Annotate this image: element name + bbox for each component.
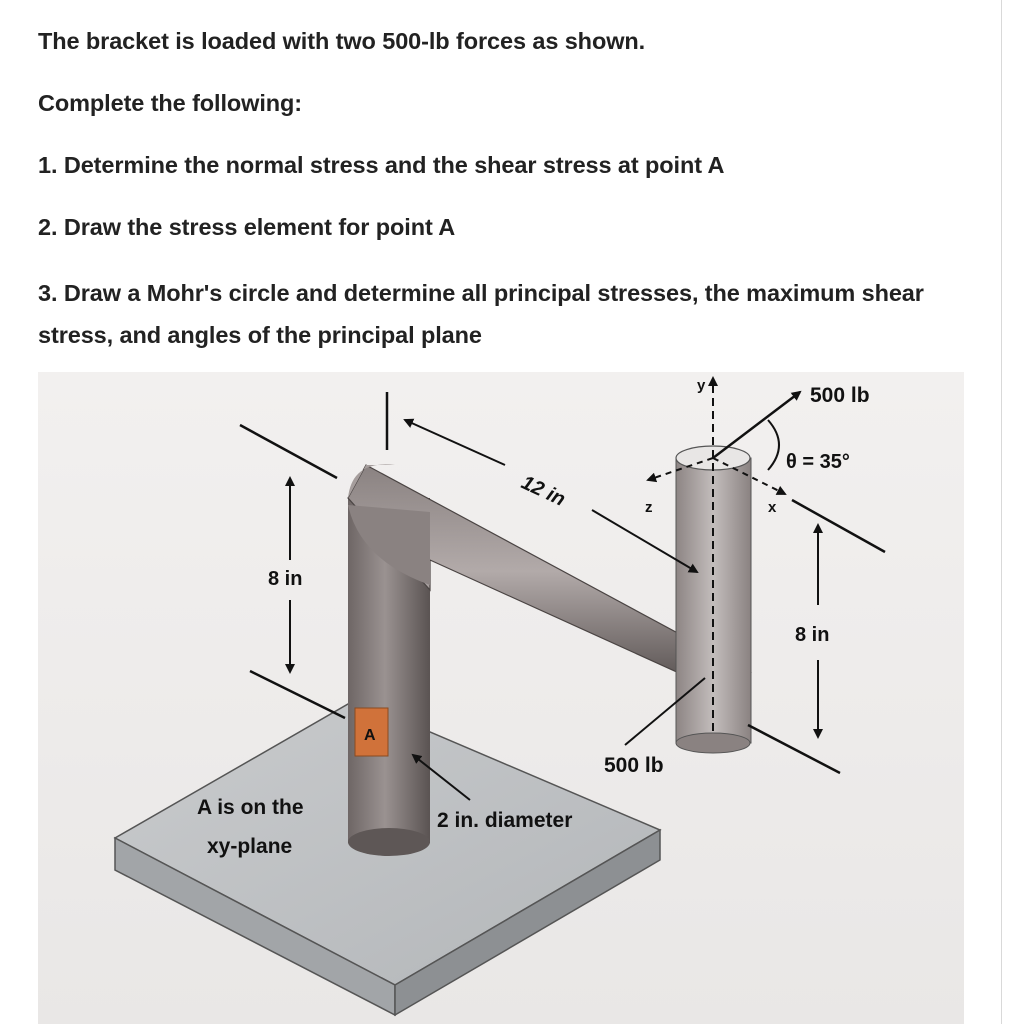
problem-prompt: Complete the following:: [38, 90, 303, 116]
point-a-note-line2: xy-plane: [207, 835, 293, 858]
angle-label: θ = 35°: [786, 451, 850, 473]
left-height-label: 8 in: [268, 568, 303, 590]
bracket-diagram: [0, 370, 1002, 1024]
bracket-figure: [0, 370, 1002, 1024]
task-2: 2. Draw the stress element for point A: [38, 214, 456, 240]
point-a-note-line1: A is on the: [197, 796, 304, 819]
task-1: 1. Determine the normal stress and the shear stress at point A: [38, 152, 725, 178]
axis-x-label: x: [768, 499, 777, 516]
task-3: 3. Draw a Mohr's circle and determine all principal stresses, the maximum shear stress, and angles of the principal plane: [38, 280, 924, 348]
point-a-label: A: [364, 727, 376, 744]
dim-12-label: 12 in: [517, 471, 569, 511]
point-a-marker: [355, 708, 388, 756]
axis-y-label: y: [697, 377, 706, 394]
right-height-label: 8 in: [795, 624, 830, 646]
diameter-label: 2 in. diameter: [437, 809, 573, 832]
problem-intro: The bracket is loaded with two 500-lb forces as shown.: [38, 28, 646, 54]
bottom-force-label: 500 lb: [604, 754, 664, 777]
axis-z-label: z: [645, 499, 653, 516]
top-force-label: 500 lb: [810, 384, 870, 407]
